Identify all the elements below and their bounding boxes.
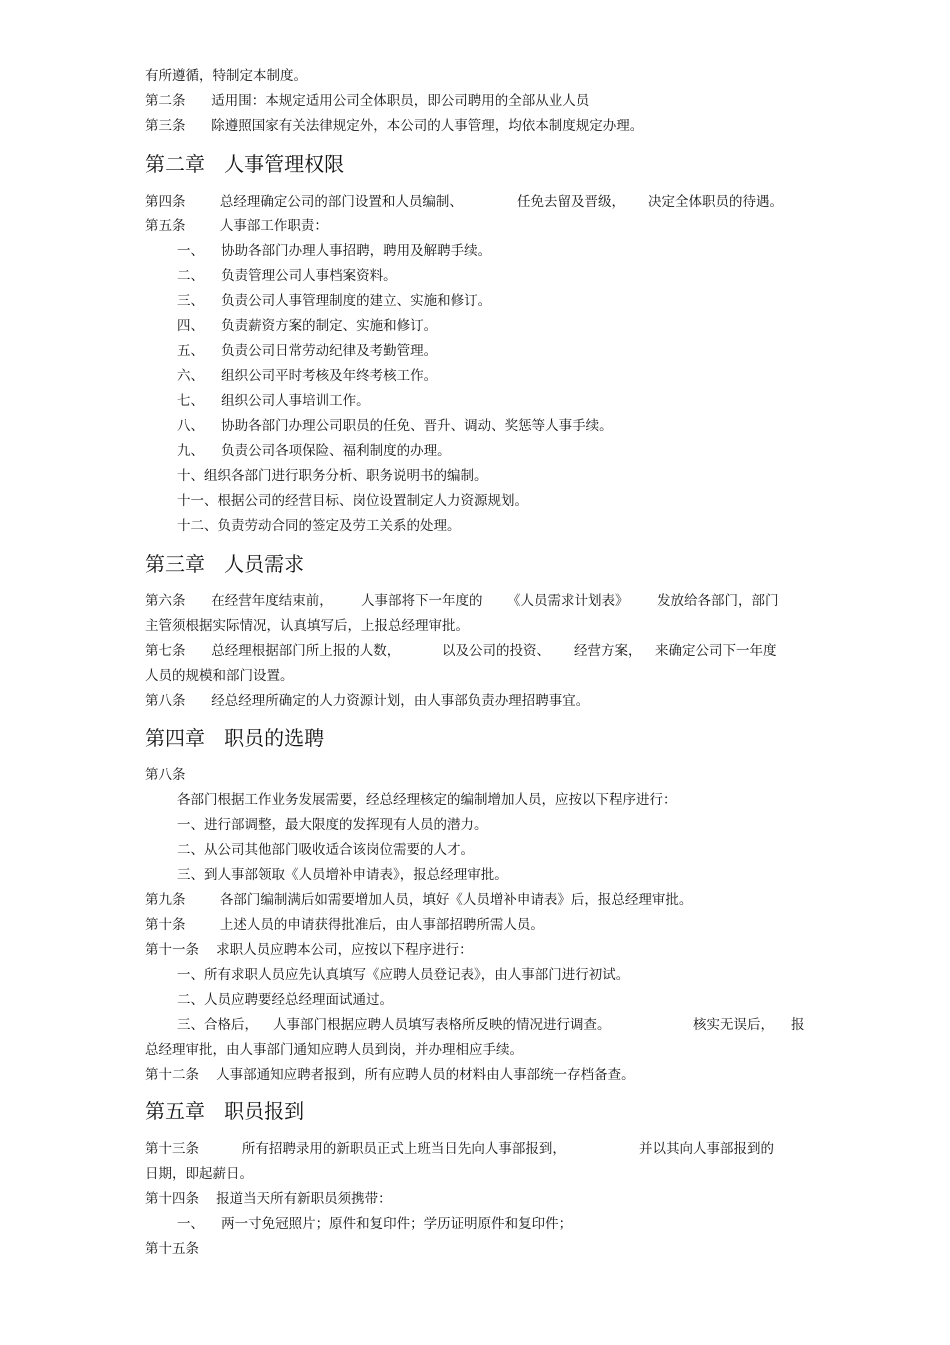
- article-7-part-3: 经营方案，: [574, 643, 642, 659]
- article-10: 第十条 上述人员的申请获得批准后，由人事部招聘所需人员。: [145, 917, 544, 933]
- chapter-3-heading: 第三章 人员需求: [145, 552, 305, 576]
- chapter-5-heading: 第五章 职员报到: [145, 1099, 305, 1123]
- article-8: 第八条 经总经理所确定的人力资源计划，由人事部负责办理招聘事宜。: [145, 693, 590, 709]
- list-item: 一、所有求职人员应先认真填写《应聘人员登记表》，由人事部门进行初试。: [177, 967, 630, 983]
- chapter-2-heading: 第二章 人事管理权限: [145, 152, 345, 176]
- list-item: 五、 负责公司日常劳动纪律及考勤管理。: [177, 343, 438, 359]
- list-item: 二、 负责管理公司人事档案资料。: [177, 268, 397, 284]
- list-item: 一、进行部调整，最大限度的发挥现有人员的潜力。: [177, 817, 488, 833]
- article-13-part-2: 并以其向人事部报到的: [639, 1141, 774, 1157]
- list-item: 十、组织各部门进行职务分析、职务说明书的编制。: [177, 468, 488, 484]
- article-4-part-3: 决定全体职员的待遇。: [648, 194, 783, 210]
- list-item: 九、 负责公司各项保险、福利制度的办理。: [177, 443, 451, 459]
- article-11: 第十一条 求职人员应聘本公司，应按以下程序进行：: [145, 942, 473, 958]
- article-15: 第十五条: [145, 1241, 199, 1257]
- article-12: 第十二条 人事部通知应聘者报到，所有应聘人员的材料由人事部统一存档备查。: [145, 1067, 635, 1083]
- list-item: 十一、根据公司的经营目标、岗位设置制定人力资源规划。: [177, 493, 528, 509]
- text-line: 有所遵循，特制定本制度。: [145, 68, 307, 84]
- list-item: 三、 负责公司人事管理制度的建立、实施和修订。: [177, 293, 492, 309]
- article-11-item-3-continued: 总经理审批，由人事部门通知应聘人员到岗，并办理相应手续。: [145, 1042, 523, 1058]
- article-6-part-4: 发放给各部门，部门: [657, 593, 779, 609]
- article-7-part-4: 来确定公司下一年度: [655, 643, 777, 659]
- article-6-part-2: 人事部将下一年度的: [361, 593, 483, 609]
- chapter-4-heading: 第四章 职员的选聘: [145, 726, 325, 750]
- article-3: 第三条 除遵照国家有关法律规定外，本公司的人事管理，均依本制度规定办理。: [145, 118, 644, 134]
- article-4-part-1: 第四条 总经理确定公司的部门设置和人员编制、: [145, 194, 463, 210]
- article-8-text: 各部门根据工作业务发展需要，经总经理核定的编制增加人员，应按以下程序进行：: [177, 792, 677, 808]
- list-item: 一、 两一寸免冠照片；原件和复印件；学历证明原件和复印件；: [177, 1216, 573, 1232]
- list-item: 四、 负责薪资方案的制定、实施和修订。: [177, 318, 438, 334]
- article-4-part-2: 任免去留及晋级，: [517, 194, 625, 210]
- item-3-part-4: 报: [791, 1017, 805, 1033]
- article-6-part-3: 《人员需求计划表》: [507, 593, 629, 609]
- item-3-part-3: 核实无误后，: [693, 1017, 774, 1033]
- article-2: 第二条 适用围：本规定适用公司全体职员，即公司聘用的全部从业人员: [145, 93, 590, 109]
- article-7-continued: 人员的规模和部门设置。: [145, 668, 294, 684]
- list-item: 二、人员应聘要经总经理面试通过。: [177, 992, 393, 1008]
- list-item: 二、从公司其他部门吸收适合该岗位需要的人才。: [177, 842, 474, 858]
- article-14: 第十四条 报道当天所有新职员须携带：: [145, 1191, 392, 1207]
- item-3-part-2: 人事部门根据应聘人员填写表格所反映的情况进行调查。: [273, 1017, 611, 1033]
- article-6-part-1: 第六条 在经营年度结束前，: [145, 593, 333, 609]
- article-6-continued: 主管须根据实际情况，认真填写后，上报总经理审批。: [145, 618, 469, 634]
- list-item: 七、 组织公司人事培训工作。: [177, 393, 370, 409]
- item-3-part-1: 三、合格后，: [177, 1017, 258, 1033]
- list-item: 三、到人事部领取《人员增补申请表》，报总经理审批。: [177, 867, 508, 883]
- list-item: 一、 协助各部门办理人事招聘，聘用及解聘手续。: [177, 243, 492, 259]
- list-item: 十二、负责劳动合同的签定及劳工关系的处理。: [177, 518, 461, 534]
- article-13-continued: 日期，即起薪日。: [145, 1166, 253, 1182]
- article-13-part-1: 第十三条 所有招聘录用的新职员正式上班当日先向人事部报到，: [145, 1141, 566, 1157]
- article-7-part-1: 第七条 总经理根据部门所上报的人数，: [145, 643, 401, 659]
- article-7-part-2: 以及公司的投资、: [442, 643, 550, 659]
- list-item: 八、 协助各部门办理公司职员的任免、晋升、调动、奖惩等人事手续。: [177, 418, 613, 434]
- article-5: 第五条 人事部工作职责：: [145, 218, 328, 234]
- article-8-label: 第八条: [145, 767, 186, 783]
- list-item: 六、 组织公司平时考核及年终考核工作。: [177, 368, 438, 384]
- article-9: 第九条 各部门编制满后如需要增加人员，填好《人员增补申请表》后，报总经理审批。: [145, 892, 693, 908]
